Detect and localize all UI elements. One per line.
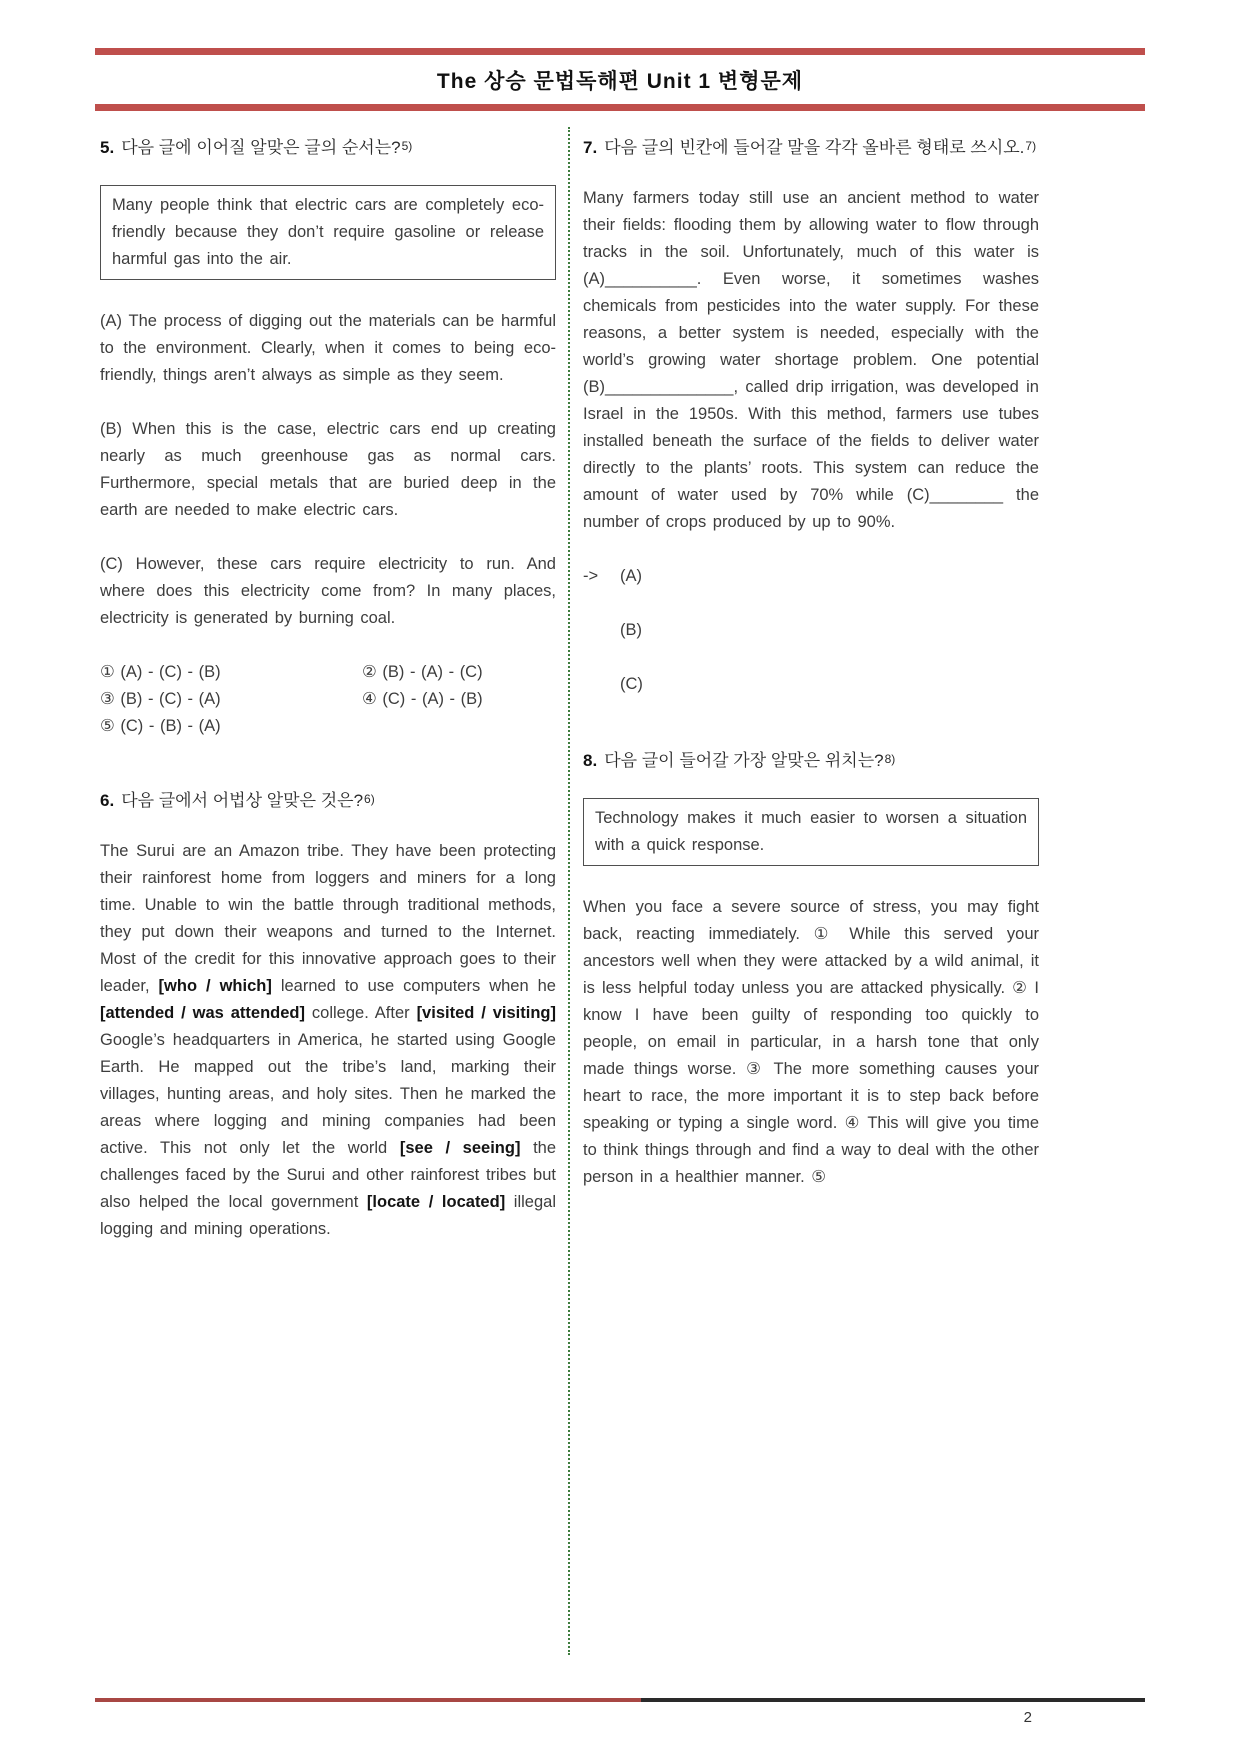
arrow-marker [583, 617, 620, 644]
question-text: 다음 글에 이어질 알맞은 글의 순서는? [121, 138, 401, 157]
answer-label: (A) [620, 567, 642, 585]
passage-with-positions: When you face a severe source of stress, you may fight back, reacting immediately. ① While this served your ancestors well when they were attacked by a wild animal, it is less helpful today unless you are attacked physically. ② I know I have been guilty of responding too quickly to people, on email in particular, in a harsh tone that only made things worse. ③ The more something causes your heart to race, the more important it is to step back before speaking or typing a single word. ④ This will give you time to think things through and find a way to deal with the other person in a healthier manner. ⑤ [583, 898, 1039, 1186]
passage-with-blanks: Many farmers today still use an ancient method to water their fields: flooding them by allowing water to flow through tracks in the soil. Unfortunately, much of this water is (A)__________. Even worse, it sometimes washes chemicals from pesticides into the water supply. For these reasons, a better system is needed, especially with the world’s growing water shortage problem. One potential (B)______________, called drip irrigation, was developed in Israel in the 1950s. With this method, farmers use tubes installed beneath the surface of the fields to deliver water directly to the plants’ roots. This system can reduce the amount of water used by 70% while (C)________ the number of crops produced by up to 90%. [583, 189, 1039, 531]
arrow-marker [583, 671, 620, 698]
right-column [583, 127, 1039, 1655]
footer-rule [95, 1698, 1145, 1702]
question-number: 8. [583, 751, 598, 770]
question-number: 6. [100, 791, 115, 810]
header-rule-top [95, 48, 1145, 55]
answer-option-5: ⑤ (C) - (B) - (A) [100, 717, 221, 735]
header-rule-bottom [95, 104, 1145, 111]
question-5 [100, 133, 556, 740]
question-7 [583, 133, 1039, 698]
question-5-title [100, 133, 556, 161]
column-divider [568, 127, 570, 1655]
answer-option-2: ② (B) - (A) - (C) [362, 663, 483, 681]
answer-line-a [583, 563, 1039, 590]
passage-paragraph-a: (A) The process of digging out the materials can be harmful to the environment. Clearly, when it comes to being eco-friendly, things aren’t always as simple as they seem. [100, 312, 556, 384]
question-6-title [100, 786, 556, 814]
question-6 [100, 786, 556, 1243]
page-footer [95, 1698, 1145, 1726]
footnote-marker: 6) [364, 792, 375, 806]
question-text: 다음 글의 빈칸에 들어갈 말을 각각 올바른 형태로 쓰시오. [604, 138, 1025, 157]
page-title: The 상승 문법독해편 Unit 1 변형문제 [436, 70, 804, 93]
content-columns [100, 127, 1240, 1655]
footnote-marker: 5) [401, 139, 413, 153]
question-text: 다음 글이 들어갈 가장 알맞은 위치는? [604, 751, 884, 770]
quote-box-text: Many people think that electric cars are completely eco-friendly because they don’t require gasoline or release harmful gas into the air. [112, 196, 544, 268]
question-8 [583, 746, 1039, 1191]
quote-box-text: Technology makes it much easier to worsen a situation with a quick response. [595, 809, 1027, 854]
quote-box [583, 798, 1039, 866]
question-text: 다음 글에서 어법상 알맞은 것은? [121, 791, 364, 810]
footnote-marker: 8) [884, 752, 896, 766]
answer-line-b [583, 617, 1039, 644]
answer-label: (B) [620, 621, 642, 639]
page-number: 2 [1023, 1709, 1032, 1726]
question-number: 7. [583, 138, 598, 157]
question-8-title [583, 746, 1039, 774]
quote-box [100, 185, 556, 280]
passage-paragraph-b: (B) When this is the case, electric cars end up creating nearly as much greenhouse gas as normal cars. Furthermore, special metals that are buried deep in the earth are needed to make electric cars. [100, 420, 556, 519]
answer-option-4: ④ (C) - (A) - (B) [362, 690, 483, 708]
answer-option-3: ③ (B) - (C) - (A) [100, 690, 221, 708]
passage-paragraph-c: (C) However, these cars require electricity to run. And where does this electricity come from? In many places, electricity is generated by burning coal. [100, 555, 556, 627]
question-7-title [583, 133, 1039, 161]
answer-option-1: ① (A) - (C) - (B) [100, 663, 221, 681]
footnote-marker: 7) [1025, 139, 1037, 153]
left-column [100, 127, 556, 1655]
answer-options [100, 659, 556, 740]
answer-label: (C) [620, 675, 643, 693]
answer-line-c [583, 671, 1039, 698]
answer-lines [583, 563, 1039, 698]
question-number: 5. [100, 138, 115, 157]
passage-with-choices: The Surui are an Amazon tribe. They have been protecting their rainforest home from loggers and miners for a long time. Unable to win the battle through traditional methods, they put down their weapons and turned to the Internet. Most of the credit for this innovative approach goes to their leader, [who / which] learned to use computers when he [attended / was attended] college. After [visited / visiting] Google’s headquarters in America, he started using Google Earth. He mapped out the tribe’s land, marking their villages, hunting areas, and holy sites. Then he marked the areas where logging and mining companies had been active. This not only let the world [see / seeing] the challenges faced by the Surui and other rainforest tribes but also helped the local government [locate / located] illegal logging and mining operations. [100, 842, 557, 1238]
arrow-marker: -> [583, 567, 599, 585]
